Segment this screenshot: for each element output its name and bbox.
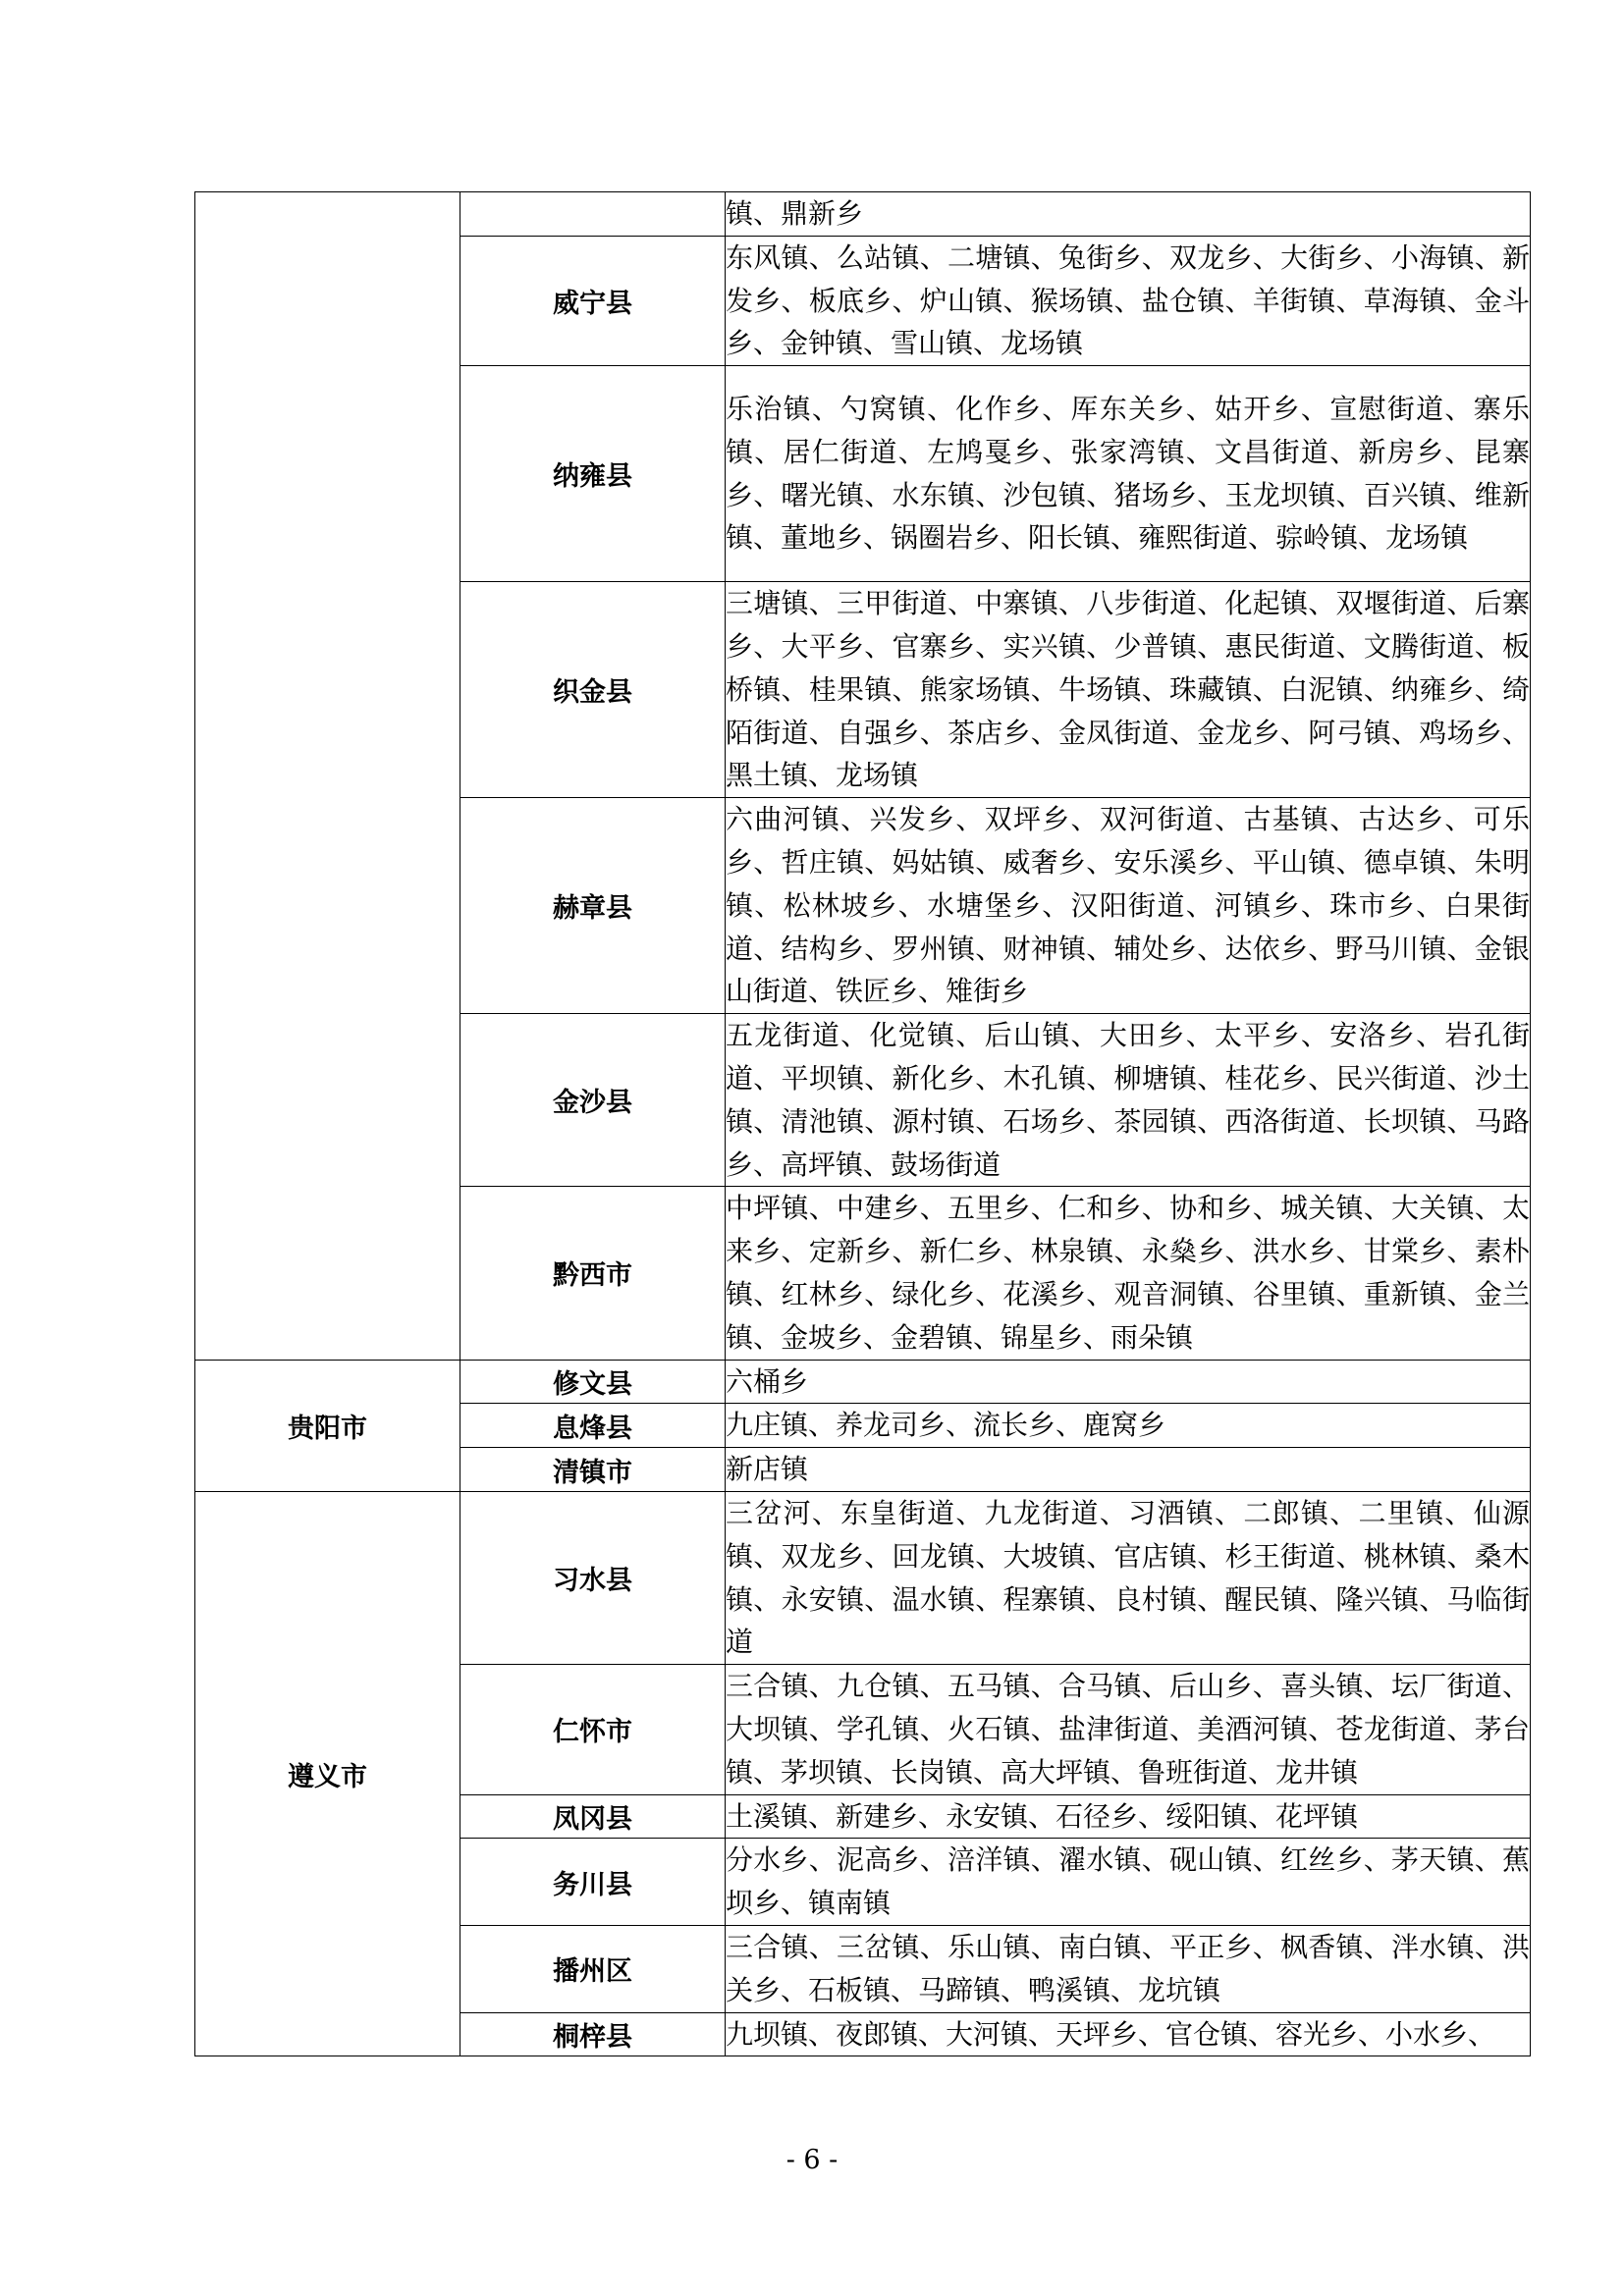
- township-table: [194, 191, 1531, 2056]
- towns-cell: 三合镇、九仓镇、五马镇、合马镇、后山乡、喜头镇、坛厂街道、大坝镇、学孔镇、火石镇、盐津街道、美酒河镇、苍龙街道、茅台镇、茅坝镇、长岗镇、高大坪镇、鲁班街道、龙井镇: [726, 1665, 1531, 1794]
- towns-cell: 九庄镇、养龙司乡、流长乡、鹿窝乡: [726, 1404, 1531, 1448]
- county-cell: [460, 192, 726, 237]
- county-cell: 习水县: [460, 1491, 726, 1664]
- county-cell: 桐梓县: [460, 2012, 726, 2056]
- towns-cell: 三岔河、东皇街道、九龙街道、习酒镇、二郎镇、二里镇、仙源镇、双龙乡、回龙镇、大坡镇、官店镇、杉王街道、桃林镇、桑木镇、永安镇、温水镇、程寨镇、良村镇、醒民镇、隆兴镇、马临街道: [726, 1491, 1531, 1664]
- towns-cell: 六曲河镇、兴发乡、双坪乡、双河街道、古基镇、古达乡、可乐乡、哲庄镇、妈姑镇、威奢乡、安乐溪乡、平山镇、德卓镇、朱明镇、松林坡乡、水塘堡乡、汉阳街道、河镇乡、珠市乡、白果街道、结构乡、罗州镇、财神镇、辅处乡、达依乡、野马川镇、金银山街道、铁匠乡、雉街乡: [726, 798, 1531, 1014]
- towns-cell: 五龙街道、化觉镇、后山镇、大田乡、太平乡、安洛乡、岩孔街道、平坝镇、新化乡、木孔镇、柳塘镇、桂花乡、民兴街道、沙土镇、清池镇、源村镇、石场乡、茶园镇、西洛街道、长坝镇、马路乡、高坪镇、鼓场街道: [726, 1014, 1531, 1187]
- county-cell: 赫章县: [460, 798, 726, 1014]
- county-cell: 务川县: [460, 1839, 726, 1926]
- towns-cell: 分水乡、泥高乡、涪洋镇、濯水镇、砚山镇、红丝乡、茅天镇、蕉坝乡、镇南镇: [726, 1839, 1531, 1926]
- county-cell: 息烽县: [460, 1404, 726, 1448]
- table-row: [195, 192, 1531, 237]
- towns-cell: 东风镇、么站镇、二塘镇、兔街乡、双龙乡、大街乡、小海镇、新发乡、板底乡、炉山镇、猴场镇、盐仓镇、羊街镇、草海镇、金斗乡、金钟镇、雪山镇、龙场镇: [726, 236, 1531, 365]
- table-row: [195, 1491, 1531, 1664]
- county-cell: 清镇市: [460, 1448, 726, 1492]
- table-row: [195, 1360, 1531, 1404]
- page-number: - 6 -: [785, 2145, 839, 2175]
- county-cell: 修文县: [460, 1360, 726, 1404]
- towns-cell: 乐治镇、勺窝镇、化作乡、厍东关乡、姑开乡、宣慰街道、寨乐镇、居仁街道、左鸠戛乡、张家湾镇、文昌街道、新房乡、昆寨乡、曙光镇、水东镇、沙包镇、猪场乡、玉龙坝镇、百兴镇、维新镇、董地乡、锅圈岩乡、阳长镇、雍熙街道、骔岭镇、龙场镇: [726, 366, 1531, 582]
- towns-cell: 三合镇、三岔镇、乐山镇、南白镇、平正乡、枫香镇、泮水镇、洪关乡、石板镇、马蹄镇、鸭溪镇、龙坑镇: [726, 1925, 1531, 2012]
- county-cell: 凤冈县: [460, 1794, 726, 1839]
- county-cell: 仁怀市: [460, 1665, 726, 1794]
- county-cell: 播州区: [460, 1925, 726, 2012]
- towns-cell: 土溪镇、新建乡、永安镇、石径乡、绥阳镇、花坪镇: [726, 1794, 1531, 1839]
- county-cell: 纳雍县: [460, 366, 726, 582]
- city-cell: 遵义市: [195, 1491, 460, 2056]
- city-cell: [195, 192, 460, 1361]
- towns-cell: 新店镇: [726, 1448, 1531, 1492]
- towns-cell: 中坪镇、中建乡、五里乡、仁和乡、协和乡、城关镇、大关镇、太来乡、定新乡、新仁乡、林泉镇、永燊乡、洪水乡、甘棠乡、素朴镇、红林乡、绿化乡、花溪乡、观音洞镇、谷里镇、重新镇、金兰镇、金坡乡、金碧镇、锦星乡、雨朵镇: [726, 1187, 1531, 1360]
- county-cell: 威宁县: [460, 236, 726, 365]
- towns-cell: 九坝镇、夜郎镇、大河镇、天坪乡、官仓镇、容光乡、小水乡、: [726, 2012, 1531, 2056]
- city-cell: 贵阳市: [195, 1360, 460, 1491]
- towns-cell: 六桶乡: [726, 1360, 1531, 1404]
- towns-cell: 三塘镇、三甲街道、中寨镇、八步街道、化起镇、双堰街道、后寨乡、大平乡、官寨乡、实兴镇、少普镇、惠民街道、文腾街道、板桥镇、桂果镇、熊家场镇、牛场镇、珠藏镇、白泥镇、纳雍乡、绮陌街道、自强乡、茶店乡、金凤街道、金龙乡、阿弓镇、鸡场乡、黑土镇、龙场镇: [726, 582, 1531, 798]
- county-cell: 黔西市: [460, 1187, 726, 1360]
- towns-cell: 镇、鼎新乡: [726, 192, 1531, 237]
- county-cell: 金沙县: [460, 1014, 726, 1187]
- county-cell: 织金县: [460, 582, 726, 798]
